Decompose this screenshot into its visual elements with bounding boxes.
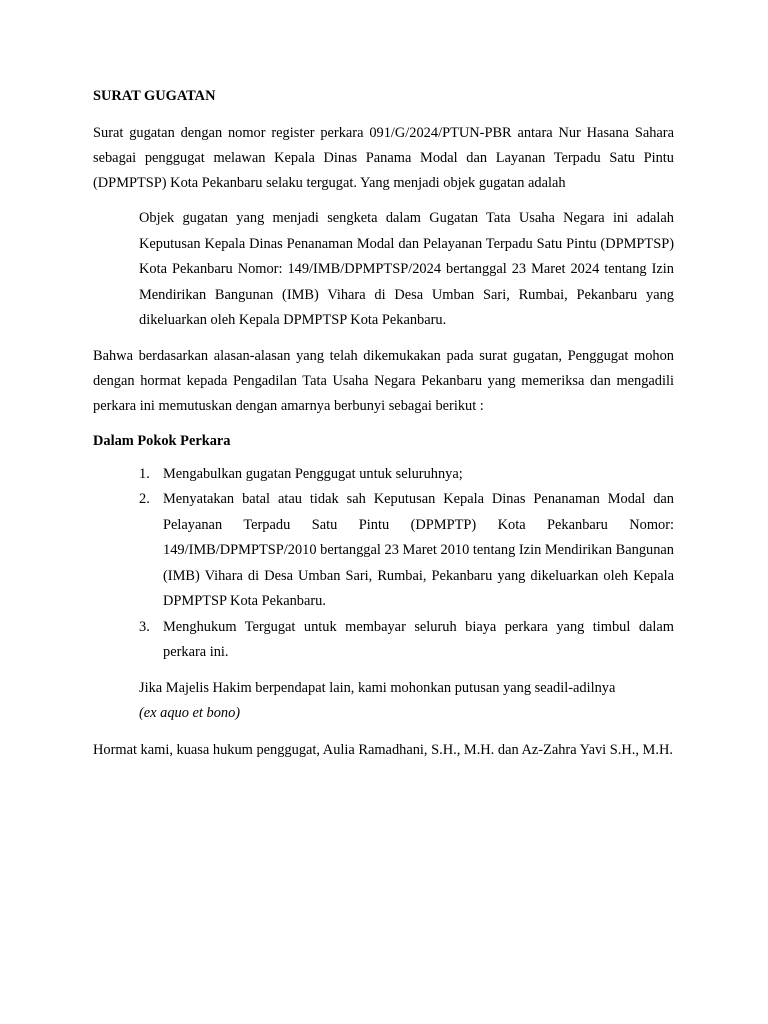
list-item-number: 3.	[139, 618, 150, 635]
signature-paragraph: Hormat kami, kuasa hukum penggugat, Aulia Ramadhani, S.H., M.H. dan Az-Zahra Yavi S.H., M.H.	[93, 741, 673, 758]
list-item-number: 2.	[139, 491, 150, 507]
request-paragraph: Bahwa berdasarkan alasan-alasan yang telah dikemukakan pada surat gugatan, Penggugat mohon dengan hormat kepada Pengadilan Tata Usaha Negara Pekanbaru yang memeriksa dan mengadili perkara ini memutuskan dengan amarnya berbunyi sebagai berikut :	[93, 347, 674, 414]
list-item	[93, 487, 674, 615]
list-item-text: Menyatakan batal atau tidak sah Keputusan Kepala Dinas Penanaman Modal dan Pelayanan Terpadu Satu Pintu (DPMPTP) Kota Pekanbaru Nomor: 149/IMB/DPMPTSP/2010 bertanggal 23 Maret 2010 tentang Izin Mendirikan Bangunan (IMB) Vihara di Desa Umban Sari, Rumbai, Pekanbaru yang dikeluarkan oleh Kepala DPMPTSP Kota Pekanbaru.	[163, 491, 674, 609]
document-title: SURAT GUGATAN	[93, 88, 216, 104]
list-item-text: Menghukum Tergugat untuk membayar seluruh biaya perkara yang timbul dalam perkara ini.	[163, 618, 674, 660]
intro-paragraph: Surat gugatan dengan nomor register perkara 091/G/2024/PTUN-PBR antara Nur Hasana Sahara sebagai penggugat melawan Kepala Dinas Panama Modal dan Layanan Terpadu Satu Pintu (DPMPTSP) Kota Pekanbaru selaku tergugat. Yang menjadi objek gugatan adalah	[93, 125, 674, 191]
petitum-list	[93, 462, 674, 666]
alternative-latin-text: (ex aquo et bono)	[139, 704, 241, 721]
object-paragraph: Objek gugatan yang menjadi sengketa dalam Gugatan Tata Usaha Negara ini adalah Keputusan Kepala Dinas Penanaman Modal dan Pelayanan Terpadu Satu Pintu (DPMPTSP) Kota Pekanbaru Nomor: 149/IMB/DPMPTSP/2024 bertanggal 23 Maret 2024 tentang Izin Mendirikan Bangunan (IMB) Vihara di Desa Umban Sari, Rumbai, Pekanbaru yang dikeluarkan oleh Kepala DPMPTSP Kota Pekanbaru.	[139, 210, 674, 328]
alternative-paragraph	[139, 676, 674, 726]
document-page	[93, 84, 674, 773]
section-heading: Dalam Pokok Perkara	[93, 432, 231, 449]
list-item-text: Mengabulkan gugatan Penggugat untuk seluruhnya;	[163, 465, 463, 482]
list-item	[93, 462, 674, 488]
list-item	[93, 615, 674, 666]
list-item-number: 1.	[139, 465, 150, 482]
alternative-text: Jika Majelis Hakim berpendapat lain, kami mohonkan putusan yang seadil-adilnya	[139, 679, 616, 696]
